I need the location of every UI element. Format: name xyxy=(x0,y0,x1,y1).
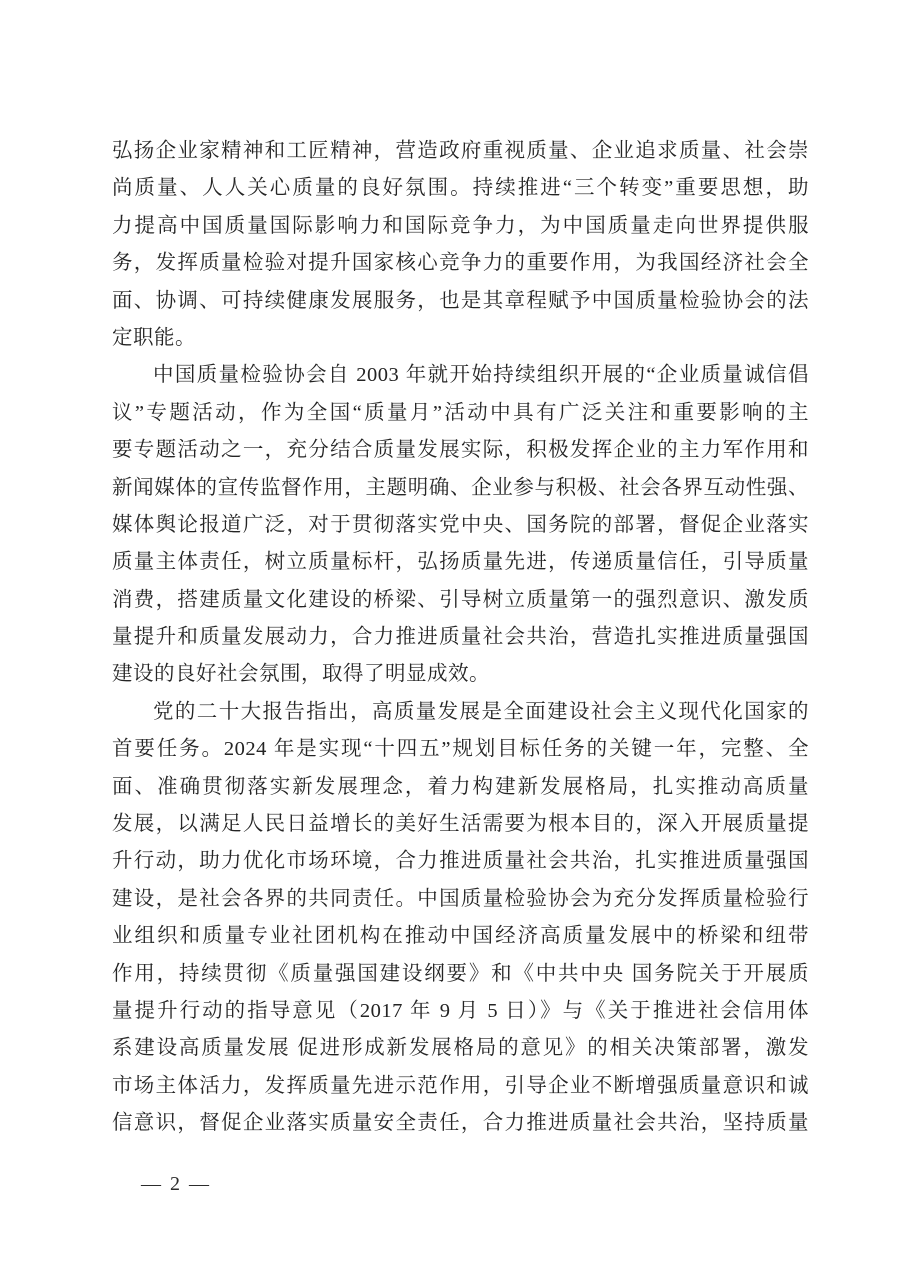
text-line: 发展，以满足人民日益增长的美好生活需要为根本目的，深入开展质量提 xyxy=(112,813,809,836)
text-line: 弘扬企业家精神和工匠精神，营造政府重视质量、企业追求质量、社会崇 xyxy=(112,140,809,162)
text-line: 系建设高质量发展 促进形成新发展格局的意见》的相关决策部署，激发 xyxy=(112,1037,809,1060)
text-line: 建设，是社会各界的共同责任。中国质量检验协会为充分发挥质量检验行 xyxy=(112,887,809,910)
body-text xyxy=(112,133,809,1143)
text-line: 消费，搭建质量文化建设的桥梁、引导树立质量第一的强烈意识、激发质 xyxy=(112,588,809,611)
text-line: 中国质量检验协会自 2003 年就开始持续组织开展的“企业质量诚信倡 xyxy=(153,364,809,387)
text-line: 媒体舆论报道广泛，对于贯彻落实党中央、国务院的部署，督促企业落实 xyxy=(112,513,809,536)
text-line: 务，发挥质量检验对提升国家核心竞争力的重要作用，为我国经济社会全 xyxy=(112,252,809,275)
text-line: 量提升和质量发展动力，合力推进质量社会共治，营造扎实推进质量强国 xyxy=(112,626,809,649)
text-line: 信意识，督促企业落实质量安全责任，合力推进质量社会共治，坚持质量 xyxy=(112,1112,809,1135)
page-number: — 2 — xyxy=(141,1173,211,1195)
text-line: 力提高中国质量国际影响力和国际竞争力，为中国质量走向世界提供服 xyxy=(112,214,809,237)
text-line: 定职能。 xyxy=(112,326,196,349)
text-line: 党的二十大报告指出，高质量发展是全面建设社会主义现代化国家的 xyxy=(153,700,809,723)
text-line: 面、协调、可持续健康发展服务，也是其章程赋予中国质量检验协会的法 xyxy=(112,289,809,312)
text-line: 质量主体责任，树立质量标杆，弘扬质量先进，传递质量信任，引导质量 xyxy=(112,551,809,574)
text-line: 升行动，助力优化市场环境，合力推进质量社会共治，扎实推进质量强国 xyxy=(112,850,809,873)
text-line: 量提升行动的指导意见（2017 年 9 月 5 日）》与《关于推进社会信用体 xyxy=(112,999,809,1022)
text-line: 建设的良好社会氛围，取得了明显成效。 xyxy=(112,663,490,686)
text-line: 首要任务。2024 年是实现“十四五”规划目标任务的关键一年，完整、全 xyxy=(112,738,809,761)
text-line: 作用，持续贯彻《质量强国建设纲要》和《中共中央 国务院关于开展质 xyxy=(112,962,809,985)
text-line: 新闻媒体的宣传监督作用，主题明确、企业参与积极、社会各界互动性强、 xyxy=(112,476,809,499)
text-line: 业组织和质量专业社团机构在推动中国经济高质量发展中的桥梁和纽带 xyxy=(112,925,809,948)
text-line: 面、准确贯彻落实新发展理念，着力构建新发展格局，扎实推动高质量 xyxy=(112,775,809,798)
text-line: 议”专题活动，作为全国“质量月”活动中具有广泛关注和重要影响的主 xyxy=(112,401,809,424)
text-line: 要专题活动之一，充分结合质量发展实际，积极发挥企业的主力军作用和 xyxy=(112,439,809,462)
text-line: 尚质量、人人关心质量的良好氛围。持续推进“三个转变”重要思想，助 xyxy=(112,177,809,200)
text-line: 市场主体活力，发挥质量先进示范作用，引导企业不断增强质量意识和诚 xyxy=(112,1074,809,1097)
